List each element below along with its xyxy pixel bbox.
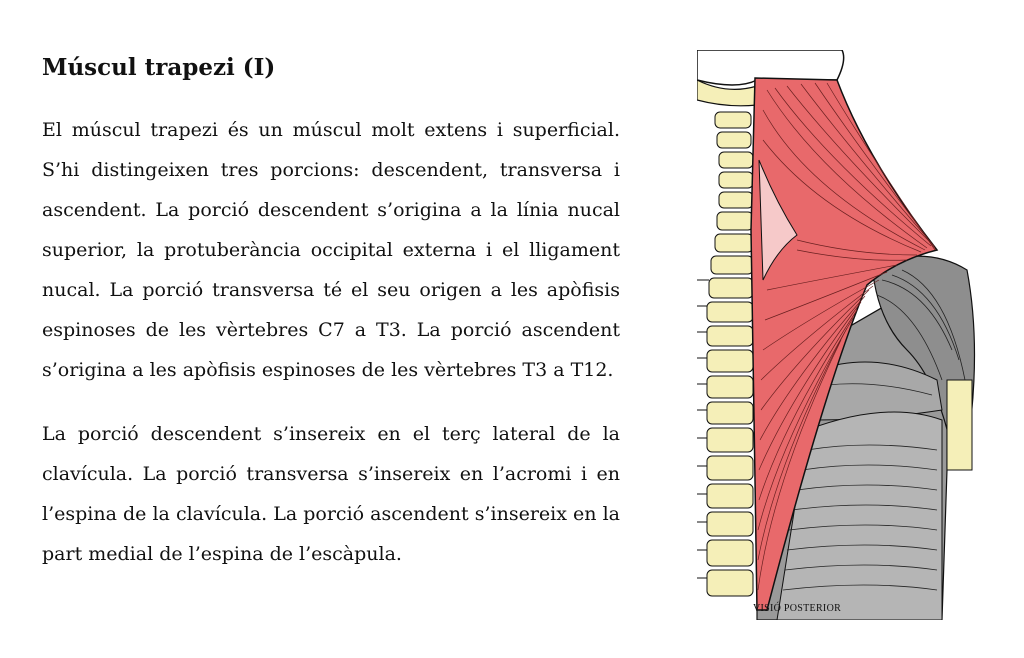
- paragraph-insertion: La porció descendent s’insereix en el terç lateral de la clavícula. La porció transversa s’insereix en l’acromi i en l’espina de la clavícula. La porció ascendent s’insereix en la part medial de l’espina de l’escàpula.: [42, 423, 620, 565]
- humerus-bone: [947, 380, 972, 470]
- paragraph-origin: El múscul trapezi és un múscul molt extens i superficial. S’hi distingeixen tres porcions: descendent, transversa i ascendent. La porció descendent s’origina a la línia nucal superior, la protuberància occipital externa i el lligament nucal. La porció transversa té el seu origen a les apòfisis espinoses de les vèrtebres C7 a T3. La porció ascendent s’origina a les apòfisis espinoses de les vèrtebres T3 a T12.: [42, 119, 620, 381]
- trapezius-illustration: [697, 50, 977, 620]
- article: [42, 52, 620, 598]
- page-title: Múscul trapezi (I): [42, 54, 276, 81]
- figure-caption: VISIÓ POSTERIOR: [752, 603, 842, 614]
- vertebral-column: [707, 112, 753, 596]
